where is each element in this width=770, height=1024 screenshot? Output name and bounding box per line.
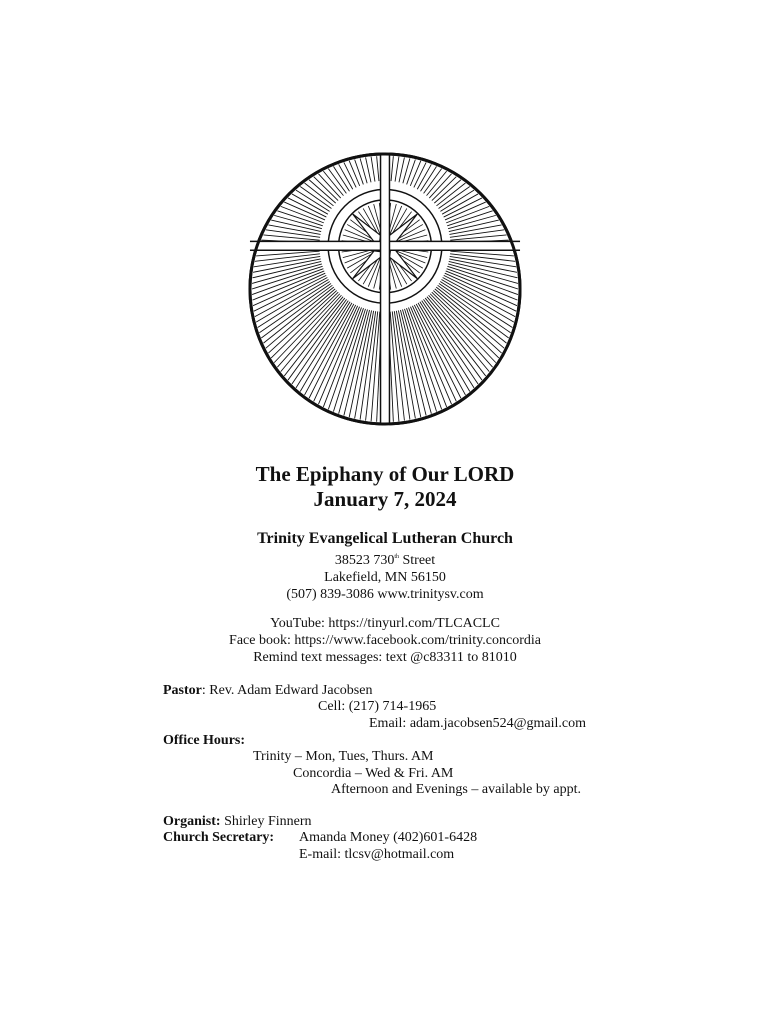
emblem-ray: [318, 307, 359, 405]
emblem-ray: [427, 171, 447, 196]
emblem-ray: [448, 264, 518, 283]
emblem-ray: [395, 157, 399, 182]
emblem-ray: [391, 156, 393, 181]
heading-block: [0, 462, 770, 512]
emblem-ray: [253, 273, 325, 305]
emblem-ray: [366, 157, 371, 182]
emblem-ray: [399, 157, 404, 182]
pastor-email: Email: adam.jacobsen524@gmail.com: [369, 716, 586, 731]
emblem-ray: [323, 171, 343, 196]
emblem-ray: [252, 264, 322, 283]
office-hours-label: Office Hours:: [163, 733, 246, 748]
star-in-circle-emblem-icon: [246, 150, 524, 428]
organist-label: Organist:: [163, 814, 221, 829]
organist-name: Shirley Finnern: [220, 814, 312, 829]
emblem-ray: [408, 307, 446, 406]
emblem-ray: [318, 174, 340, 198]
youtube-link: YouTube: https://tinyurl.com/TLCACLC: [270, 616, 500, 631]
emblem-ray: [407, 159, 416, 184]
emblem-ray: [441, 280, 513, 323]
secretary-email: E-mail: tlcsv@hotmail.com: [299, 847, 455, 862]
emblem-ray: [355, 159, 364, 184]
emblem-ray: [349, 161, 359, 186]
church-address-city: Lakefield, MN 56150: [324, 570, 446, 585]
pastor-line: [163, 682, 372, 699]
service-date: January 7, 2024: [313, 487, 457, 511]
office-hours-concordia: Concordia – Wed & Fri. AM: [293, 766, 454, 781]
emblem-ray: [420, 302, 474, 388]
emblem-ray: [434, 180, 461, 203]
emblem-ray: [314, 177, 338, 201]
church-address-street: 38523 730th Street: [334, 553, 436, 568]
emblem-ray: [355, 311, 374, 419]
emblem-ray: [396, 311, 415, 419]
emblem-ray: [323, 307, 361, 406]
emblem-ray: [281, 206, 324, 223]
remind-text-info: Remind text messages: text @c83311 to 81010: [253, 650, 517, 665]
pastor-cell: Cell: (217) 714-1965: [318, 699, 437, 714]
emblem-ray: [438, 285, 509, 338]
emblem-ray: [296, 302, 350, 388]
emblem-cross-arms: [246, 150, 524, 428]
emblem-ray: [371, 157, 375, 182]
church-phone-website: (507) 839-3086 www.trinitysv.com: [286, 587, 484, 602]
emblem-ray: [432, 177, 456, 201]
emblem-ray: [446, 206, 489, 223]
emblem-ray: [256, 280, 328, 323]
emblem-ray: [309, 180, 336, 203]
emblem-ray: [305, 183, 334, 206]
emblem-ray: [377, 156, 379, 181]
service-title: The Epiphany of Our LORD: [255, 462, 515, 486]
facebook-link: Face book: https://www.facebook.com/trinity.concordia: [229, 633, 541, 648]
church-info-block: [0, 529, 770, 603]
emblem-ray: [292, 301, 348, 384]
emblem-ray: [360, 158, 367, 183]
emblem-ray: [429, 174, 451, 198]
secretary-label: Church Secretary:: [163, 830, 275, 845]
emblem-ray: [410, 161, 420, 186]
office-hours-afternoon: Afternoon and Evenings – available by appt.: [331, 782, 581, 797]
emblem-ray: [437, 183, 466, 206]
pastor-label: Pastor: [163, 683, 202, 698]
emblem-ray: [410, 307, 451, 405]
emblem-ray: [344, 310, 370, 416]
organist-line: [163, 813, 312, 830]
emblem-ray: [403, 158, 410, 183]
online-info-block: [0, 615, 770, 666]
emblem-ray: [445, 273, 517, 305]
pastor-name: : Rev. Adam Edward Jacobsen: [201, 683, 373, 698]
church-name: Trinity Evangelical Lutheran Church: [257, 530, 513, 547]
emblem-ray: [400, 310, 426, 416]
emblem-ray: [422, 301, 478, 384]
emblem-ray: [261, 285, 332, 338]
secretary-name-phone: Amanda Money (402)601-6428: [299, 830, 478, 845]
office-hours-trinity: Trinity – Mon, Tues, Thurs. AM: [253, 749, 434, 764]
